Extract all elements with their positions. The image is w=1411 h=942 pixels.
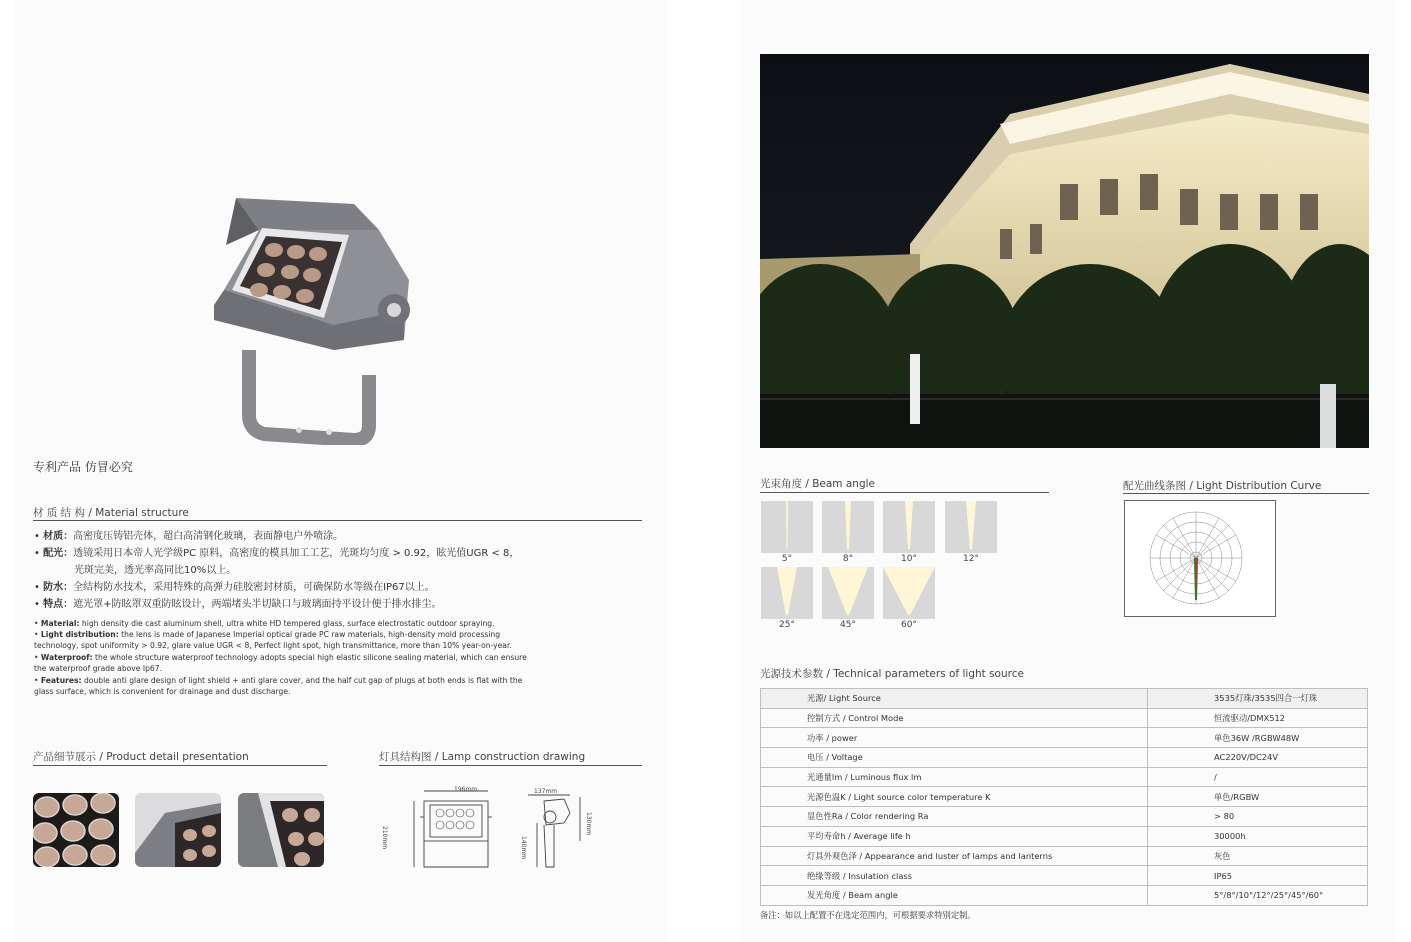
- product-detail-title: 产品细节展示 / Product detail presentation: [33, 751, 249, 763]
- detail-thumbnail: [238, 793, 324, 867]
- param-value: 单色/RGBW: [1148, 787, 1368, 807]
- beam-tile-8: [822, 501, 874, 553]
- construction-drawing: [394, 783, 594, 878]
- param-key: 光源/ Light Source: [761, 689, 1148, 709]
- dim-height: 210mm: [381, 826, 388, 850]
- param-key: 发光角度 / Beam angle: [761, 885, 1148, 905]
- lamp-drawing-title: 灯具结构图 / Lamp construction drawing: [379, 751, 586, 763]
- param-key: 灯具外观色泽 / Appearance and luster of lamps and lanterns: [761, 846, 1148, 866]
- beam-tile-25: [761, 567, 813, 619]
- light-curve-title: 配光曲线条图 / Light Distribution Curve: [1123, 480, 1322, 492]
- section-rule: [760, 492, 1049, 493]
- detail-thumbnail: [33, 793, 119, 867]
- beam-label: 5°: [781, 554, 793, 564]
- table-row: [761, 866, 1368, 886]
- table-row: [761, 807, 1368, 827]
- list-item: • 特点：遮光罩+防眩罩双重防眩设计，两端堵头半切缺口与玻璃面持平设计便于排水排尘。: [34, 599, 442, 610]
- right-page: [740, 0, 1396, 942]
- list-item: • 材质：高密度压铸铝壳体，超白高清钢化玻璃，表面静电户外喷涂。: [34, 531, 344, 542]
- beam-label: 25°: [779, 620, 795, 630]
- table-row: [761, 767, 1368, 787]
- section-rule: [1123, 493, 1369, 494]
- building-photo: [760, 54, 1369, 448]
- beam-label: 12°: [963, 554, 979, 564]
- param-value: 单色36W /RGBW48W: [1148, 728, 1368, 748]
- param-key: 功率 / power: [761, 728, 1148, 748]
- param-value: 30000h: [1148, 826, 1368, 846]
- dim-side-height-2: 130mm: [585, 812, 592, 836]
- section-rule: [33, 765, 327, 766]
- table-row: [761, 787, 1368, 807]
- list-item: • Waterproof: the whole structure waterproof technology adopts special high elastic silicone sealing material, which can ensure the waterproof grade above Ip67.: [34, 653, 527, 674]
- param-value: 恒流驱动/DMX512: [1148, 708, 1368, 728]
- footnote: 备注：如以上配置不在选定范围内，可根据要求特别定制。: [760, 910, 976, 920]
- beam-label: 60°: [901, 620, 917, 630]
- param-value: AC220V/DC24V: [1148, 748, 1368, 768]
- beam-label: 8°: [842, 554, 854, 564]
- table-row: [761, 885, 1368, 905]
- material-en-list: [34, 618, 554, 698]
- param-key: 光源色温K / Light source color temperature K: [761, 787, 1148, 807]
- table-row: [761, 708, 1368, 728]
- beam-tile-60: [883, 567, 935, 619]
- param-value: 3535灯珠/3535四合一灯珠: [1148, 689, 1368, 709]
- dim-side-height: 140mm: [520, 836, 527, 860]
- left-page: [14, 0, 668, 942]
- table-row: [761, 826, 1368, 846]
- param-key: 电压 / Voltage: [761, 748, 1148, 768]
- param-value: 灰色: [1148, 846, 1368, 866]
- param-value: > 80: [1148, 807, 1368, 827]
- material-cn-list: [34, 528, 644, 618]
- param-value: /: [1148, 767, 1368, 787]
- tech-params-title: 光源技术参数 / Technical parameters of light source: [760, 668, 1024, 680]
- param-key: 显色性Ra / Color rendering Ra: [761, 807, 1148, 827]
- beam-tile-45: [822, 567, 874, 619]
- param-key: 控制方式 / Control Mode: [761, 708, 1148, 728]
- list-item: 光斑完美，透光率高同比10%以上。: [74, 565, 237, 576]
- light-distribution-curve: [1124, 500, 1276, 617]
- beam-tile-12: [945, 501, 997, 553]
- tagline: 专利产品 仿冒必究: [33, 460, 133, 474]
- param-key: 绝缘等级 / Insulation class: [761, 866, 1148, 886]
- beam-tile-5: [761, 501, 813, 553]
- beam-label: 10°: [901, 554, 917, 564]
- beam-label: 45°: [840, 620, 856, 630]
- table-row: [761, 846, 1368, 866]
- detail-thumbnail: [135, 793, 221, 867]
- list-item: • 防水：全结构防水技术，采用特殊的高弹力硅胶密封材质，可确保防水等级在IP67以上。: [34, 582, 435, 593]
- list-item: • Light distribution: the lens is made of Japanese Imperial optical grade PC raw materials, high-density mold processing technology, spot uniformity > 0.92, glare value UGR < 8, Perfect light spot, high transmittance, more than 10% year-on-year.: [34, 630, 512, 651]
- dim-width: 196mm: [454, 786, 478, 793]
- list-item: • Material: high density die cast aluminum shell, ultra white HD tempered glass, surface electrostatic outdoor spraying.: [34, 619, 495, 628]
- section-rule: [379, 765, 642, 766]
- table-row: [761, 748, 1368, 768]
- dim-side-width: 137mm: [534, 788, 558, 795]
- table-row: [761, 689, 1368, 709]
- material-structure-title: 材 质 结 构 / Material structure: [33, 507, 189, 519]
- list-item: • 配光：透镜采用日本帝人光学级PC 原料，高密度的模具加工工艺，光斑均匀度 > 0.92，眩光值UGR < 8，: [34, 548, 520, 559]
- table-row: [761, 728, 1368, 748]
- param-value: 5°/8°/10°/12°/25°/45°/60°: [1148, 885, 1368, 905]
- list-item: • Features: double anti glare design of light shield + anti glare cover, and the half cut gap of plugs at both ends is flat with the glass surface, which is convenient for drainage and dust discharge.: [34, 676, 523, 697]
- params-table: [760, 688, 1368, 906]
- param-key: 平均寿命h / Average life h: [761, 826, 1148, 846]
- beam-angle-title: 光束角度 / Beam angle: [760, 478, 876, 490]
- param-key: 光通量lm / Luminous flux lm: [761, 767, 1148, 787]
- product-image: [204, 190, 414, 445]
- param-value: IP65: [1148, 866, 1368, 886]
- section-rule: [33, 520, 642, 521]
- beam-tile-10: [883, 501, 935, 553]
